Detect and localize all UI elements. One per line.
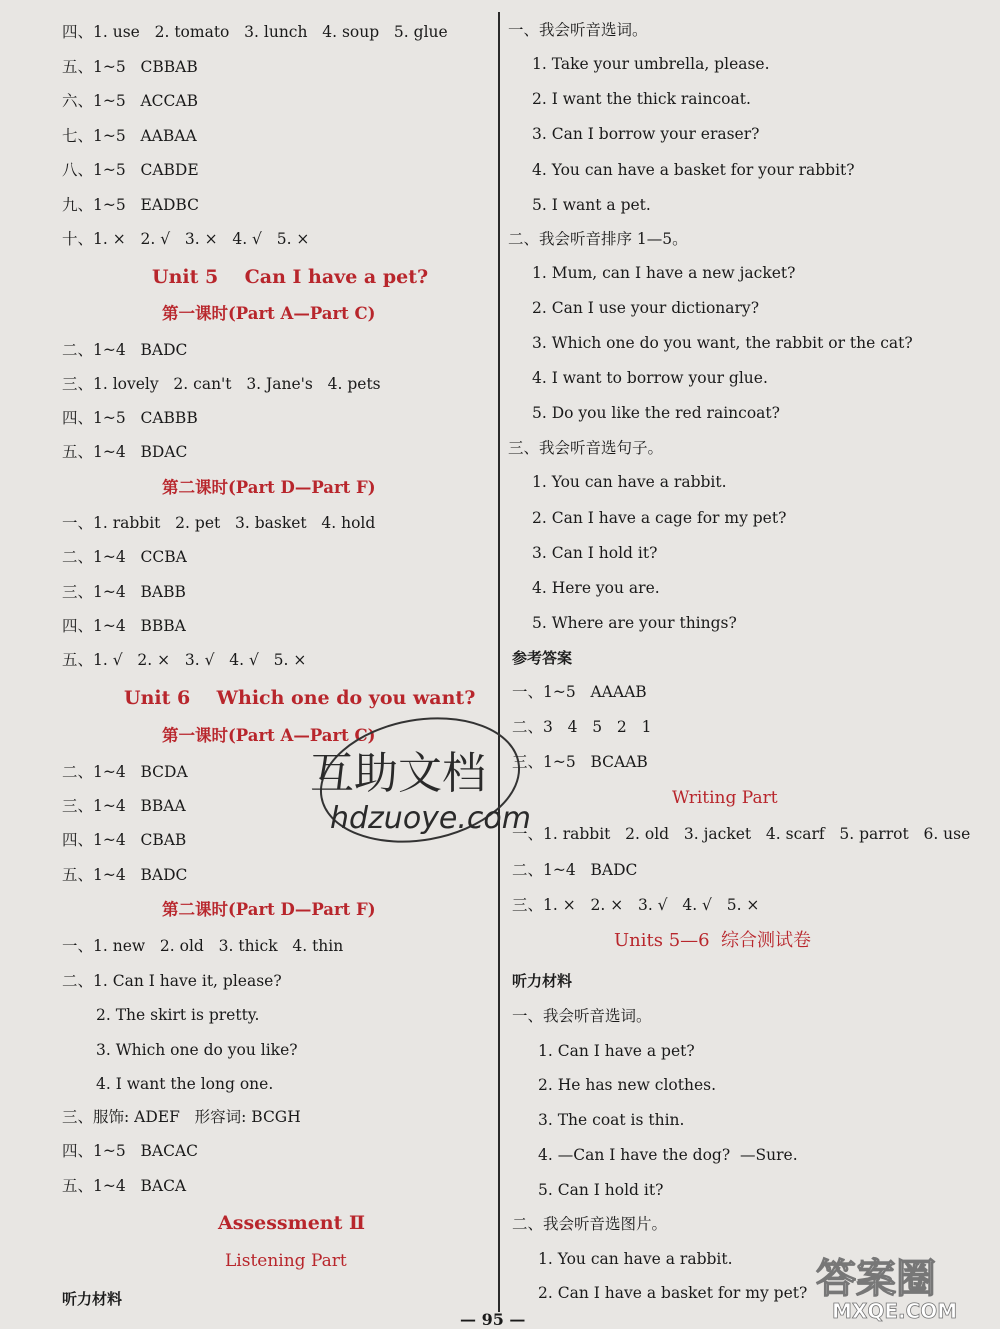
answer-line: 二、1~4 BADC xyxy=(512,861,638,879)
column-divider xyxy=(498,12,500,1312)
logo-url: MXQE.COM xyxy=(832,1299,958,1323)
answer-circle-logo xyxy=(810,1246,995,1324)
answer-line: 二、1. Can I have it, please? xyxy=(62,972,282,990)
section-heading: 一、我会听音选词。 xyxy=(512,1007,652,1025)
reference-answers-label: 参考答案 xyxy=(512,649,573,667)
answer-line: 1. Can I have a pet? xyxy=(538,1042,695,1060)
watermark-stamp xyxy=(290,700,550,870)
answer-line: 三、1. × 2. × 3. √ 4. √ 5. × xyxy=(512,896,760,914)
answer-line: 九、1~5 EADBC xyxy=(62,196,199,214)
answer-line: 五、1. √ 2. × 3. √ 4. √ 5. × xyxy=(62,651,307,669)
answer-line: 四、1~4 BBBA xyxy=(62,617,186,635)
section-heading: 三、我会听音选句子。 xyxy=(508,439,664,457)
answer-line: 一、1. rabbit 2. old 3. jacket 4. scarf 5. parrot 6. use xyxy=(512,825,971,843)
section-heading: 二、我会听音排序 1—5。 xyxy=(508,230,688,248)
answer-line: 二、1~4 CCBA xyxy=(62,548,187,566)
answer-line: 3. Which one do you like? xyxy=(96,1041,298,1059)
answer-line: 一、1. new 2. old 3. thick 4. thin xyxy=(62,937,344,955)
unit5-title: Unit 5 Can I have a pet? xyxy=(152,266,429,288)
answer-line: 十、1. × 2. √ 3. × 4. √ 5. × xyxy=(62,230,310,248)
answer-line: 2. Can I have a basket for my pet? xyxy=(538,1284,808,1302)
answer-line: 七、1~5 AABAA xyxy=(62,127,197,145)
watermark-url: hdzuoye.com xyxy=(330,801,531,836)
answer-line: 一、1. rabbit 2. pet 3. basket 4. hold xyxy=(62,514,376,532)
watermark-chinese: 互助文档 xyxy=(310,748,486,799)
answer-line: 3. Which one do you want, the rabbit or the cat? xyxy=(532,334,913,352)
unit5-lesson1-title: 第一课时(Part A—Part C) xyxy=(162,304,376,323)
answer-line: 4. I want to borrow your glue. xyxy=(532,369,768,387)
answer-line: 二、1~4 BCDA xyxy=(62,763,188,781)
answer-line: 5. Do you like the red raincoat? xyxy=(532,404,780,422)
answer-line: 5. Where are your things? xyxy=(532,614,737,632)
section-heading: 一、我会听音选词。 xyxy=(508,21,648,39)
answer-line: 三、服饰: ADEF 形容词: BCGH xyxy=(62,1108,301,1126)
answer-line: 2. Can I use your dictionary? xyxy=(532,299,759,317)
page-number: — 95 — xyxy=(460,1310,526,1329)
assessment-title: Assessment Ⅱ xyxy=(218,1212,366,1234)
section-heading: 二、我会听音选图片。 xyxy=(512,1215,668,1233)
answer-line: 2. The skirt is pretty. xyxy=(96,1006,260,1024)
answer-line: 五、1~4 BACA xyxy=(62,1177,187,1195)
answer-line: 八、1~5 CABDE xyxy=(62,161,199,179)
unit6-lesson1-title: 第一课时(Part A—Part C) xyxy=(162,726,376,745)
answer-line: 三、1~4 BBAA xyxy=(62,797,186,815)
answer-line: 四、1~5 CABBB xyxy=(62,409,198,427)
answer-line: 4. Here you are. xyxy=(532,579,660,597)
answer-line: 五、1~5 CBBAB xyxy=(62,58,198,76)
answer-line: 五、1~4 BDAC xyxy=(62,443,188,461)
writing-part-title: Writing Part xyxy=(672,788,778,808)
answer-line: 2. He has new clothes. xyxy=(538,1076,717,1094)
answer-line: 一、1~5 AAAAB xyxy=(512,683,647,701)
listening-material-label: 听力材料 xyxy=(62,1290,123,1308)
answer-line: 三、1~4 BABB xyxy=(62,583,186,601)
answer-line: 二、3 4 5 2 1 xyxy=(512,718,652,736)
answer-line: 四、1~5 BACAC xyxy=(62,1142,198,1160)
unit5-lesson2-title: 第二课时(Part D—Part F) xyxy=(162,478,376,497)
unit6-lesson2-title: 第二课时(Part D—Part F) xyxy=(162,900,376,919)
answer-line: 3. Can I borrow your eraser? xyxy=(532,125,760,143)
unit6-title: Unit 6 Which one do you want? xyxy=(124,687,476,709)
units-test-title: Units 5—6 综合测试卷 xyxy=(614,930,812,951)
answer-line: 三、1~5 BCAAB xyxy=(512,753,648,771)
answer-line: 2. Can I have a cage for my pet? xyxy=(532,509,787,527)
answer-line: 4. —Can I have the dog? —Sure. xyxy=(538,1146,798,1164)
answer-line: 1. You can have a rabbit. xyxy=(532,473,727,491)
answer-line: 5. I want a pet. xyxy=(532,196,651,214)
listening-part-title: Listening Part xyxy=(225,1251,347,1271)
answer-line: 六、1~5 ACCAB xyxy=(62,92,198,110)
answer-line: 三、1. lovely 2. can't 3. Jane's 4. pets xyxy=(62,375,381,393)
answer-line: 1. Mum, can I have a new jacket? xyxy=(532,264,796,282)
answer-line: 五、1~4 BADC xyxy=(62,866,188,884)
answer-line: 2. I want the thick raincoat. xyxy=(532,90,751,108)
answer-line: 3. Can I hold it? xyxy=(532,544,658,562)
answer-line: 二、1~4 BADC xyxy=(62,341,188,359)
answer-line: 四、1~4 CBAB xyxy=(62,831,187,849)
answer-line: 1. You can have a rabbit. xyxy=(538,1250,733,1268)
listening-material-label: 听力材料 xyxy=(512,972,573,990)
answer-line: 四、1. use 2. tomato 3. lunch 4. soup 5. glue xyxy=(62,23,448,41)
logo-chinese: 答案圈 xyxy=(816,1256,936,1302)
answer-line: 5. Can I hold it? xyxy=(538,1181,664,1199)
answer-line: 4. I want the long one. xyxy=(96,1075,274,1093)
answer-line: 4. You can have a basket for your rabbit? xyxy=(532,161,855,179)
answer-line: 3. The coat is thin. xyxy=(538,1111,685,1129)
answer-line: 1. Take your umbrella, please. xyxy=(532,55,770,73)
